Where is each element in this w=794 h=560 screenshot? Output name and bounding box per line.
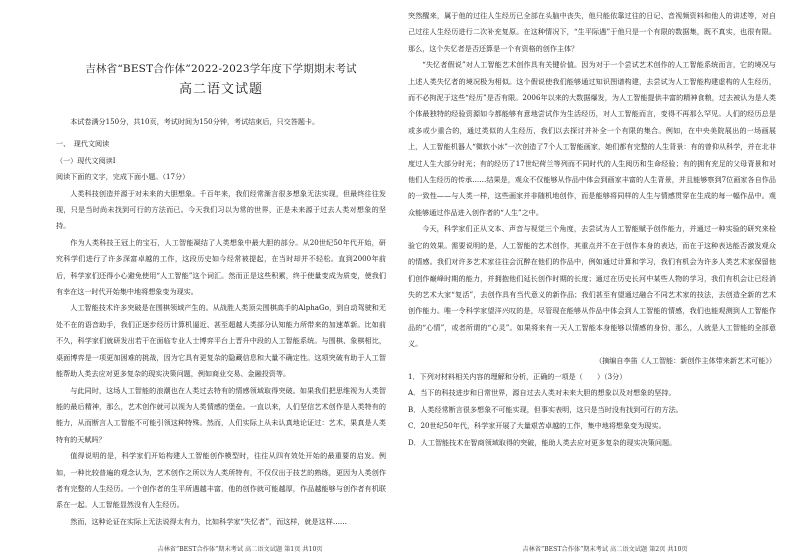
passage-source: （摘编自李笛《人工智能：新创作主体带来新艺术可能》）: [595, 355, 776, 365]
passage-paragraph-1: 人类科技创造并源于对未来的大胆想象。千百年来，我们经常渐言很多想象无法实现，但最终往往发现，只是当时尚未找到可行的方法而已。今天我们习以为常的世界，正是未来源于过去人类对想象的坚持。: [56, 188, 386, 231]
subsection-heading: （一）现代文阅读Ⅰ: [56, 155, 116, 165]
passage-paragraph-7: 突然醒来，属于他的过往人生经历已全部在头脑中丧失，他只能依靠过往的日记、音视频资料和他人的讲述等，对自己过往人生经历进行二次补充复原。在这种情况下，“生平际遇”于他只是一个有限的数据集，既不真实，也很有限。那么，这个失忆者是否还算是一个有资格的创作主体？: [408, 11, 776, 53]
right-page-footer: 吉林省“BEST合作体”期末考试 高二语文试题 第2页 共10页: [522, 546, 688, 553]
passage-paragraph-8: “失忆者假说”对人工智能艺术创作具有关键价值。因为对于一个尝试艺术创作的人工智能系统而言，它的境况与上述人类失忆者的境况极为相似。这个假说使我们能够通过知识图谱构建，去尝试为人工智能构建虚构的人生经历，而不必拘泥于这些“经历”是否有限。2006年以来的大数据爆发，为人工智能提供丰富的精神食粮，过去被认为是人类个体最独特的经验资源如今都能够有意地尝试作为生活经历，对人工智能而言，变得不再那么罕见。人们的经历总是或多或少重合的，通过类似的人生经历，我们以去探讨并补全一个有限的集合。例如，在中央美院展出的一场画展上，人工智能机器人“微软小冰”一次创造了7个人工智能画家，她们都有完整的人生背景：有的曾仰从科学，并在北非度过人生大部分时光；有的经历了17世纪荷兰等列而不同时代的人生阅历和生命经验；有的拥有充足的父母背景和对他们人生经历的传承……结果是，观众不仅能够从作品中体会到画家丰富的人生背景，并且能够察到7位画家各自作品的一致性——与人类一样，这些画家并非随机地创作，而是能够将同样的人生与情感贯穿在生成的每一幅作品中。观众能够通过作品进入创作者的“人生”之中。: [408, 60, 776, 217]
option-c: C．20世纪50年代，科学家开展了大量艰苦卓越的工作，集中地将想象变为现实。: [408, 421, 666, 431]
exam-notice: 本试卷满分150分，共10页，考试时间为150分钟，考试结束后，只交答题卡。: [70, 117, 320, 126]
question-1: 1．下列对材料相关内容的理解和分析，正确的一项是（ ）（3分）: [408, 371, 627, 381]
option-b: B．人类经常断言很多想象不可能实现，但事实表明，这只是当时没有找到可行的方法。: [408, 404, 683, 414]
right-page-body: [408, 8, 776, 451]
passage-paragraph-2: 作为人类科技王冠上的宝石，人工智能凝结了人类想象中最大胆的部分。从20世纪50年代开始，研究科学们进行了许多深富卓越的工作，这段历史如今经常被提起，在当时却并不轻松。直到2000年前后，科学家们还得小心避免使用“人工智能”这个词汇。然而正是这些积累，终于使量变成为质变，使我们有幸在这一时代开始集中地将想象变为现实。: [56, 237, 386, 297]
left-page-body: [56, 114, 386, 530]
passage-paragraph-9: 今天，科学家们正从文本、声音与视觉三个角度，去尝试为人工智能赋予创作能力，并通过一种实验的研究来检验它的效果。需要说明的是，人工智能的艺术创作，其重点并不在于创作本身的表达，而在于这种表达能否激发观众的情感。我们对许多艺术家往往会沉醉在他们的作品中，例如通过计算和学习，我们有机会为许多人类艺术家保留他们创作巅峰时期的能力，并拥抱他们延长创作时期的长度；通过在历史长河中某些人物的学习，我们有机会让已经消失的艺术大家“复活”，去创作具有当代意义的新作品；我们甚至有望通过融合不同艺术家的技法，去创造全新的艺术创作能力。唯一令科学家望洋兴叹的是，尽管现在能够从作品中体会到人工智能的情感，我们也能观测到人工智能作品的“心情”，或者所谓的“心灵”。如果将来有一天人工智能本身能够以情感的身份，那么，人就是人工智能的全部意义。: [408, 224, 776, 349]
option-d: D．人工智能技术在智商领域取得的突破，能助人类去应对更多复杂的现实决策问题。: [408, 437, 677, 447]
left-page-footer: 吉林省“BEST合作体”期末考试 高二语文试题 第1页 共10页: [157, 546, 323, 553]
reading-instruction: 阅读下面的文字，完成下面小题。（17分）: [56, 172, 190, 182]
exam-title: 吉林省“BEST合作体”2022-2023学年度下学期期末考试: [85, 63, 357, 75]
passage-paragraph-5: 值得说明的是，科学家们开始构建人工智能创作模型时，往往从四有效处开始的最重要的启发。例如，一种比较普遍的观念认为，艺术创作之所以为人类所特有，不仅仅出于技艺的熟练，更因为人类创作者有完整的人生经历。一个创作者的生平所遇越丰富，他的创作就可能越厚，作品越能够与创作者有机联系在一起。人工智能显然没有人生经历。: [56, 451, 386, 510]
option-a: A．当下的科技进步和日常世界，源自过去人类对未来大胆的想象以及对想象的坚持。: [408, 388, 676, 398]
exam-subtitle: 高二语文试题: [178, 82, 263, 97]
passage-paragraph-6: 然而，这种论证在实际上无法说得太有力，比如科学家“失忆者”，而这样，就是这样……: [70, 516, 348, 526]
section-heading: 一、 现代文阅读: [56, 139, 110, 149]
passage-paragraph-3: 人工智能技术许多突破是在围棋领域产生的。从战胜人类顶尖围棋高手的AlphaGo，到自动驾驶和无处不在的语音助手，我们正逐步经历计算机逼近、甚至超越人类部分认知能力所带来的加速革新。比如前不久，科学家们就研发出若干在面临专业人士博弈平台上晋升中段的人工智能系统。与围棋、象棋相比，桌面博弈是一项更加困难的挑战，因为它具有更复杂的隐藏信息和大量不确定性。这项突破有助于人工智能帮助人类去应对更多复杂的现实决策问题，例如商业交易、金融投资等。: [56, 303, 386, 379]
passage-paragraph-4: 与此同时，这场人工智能的浪潮也在人类过去特有的情感领域取得突破。如果我们把思维视为人类智能的最后精神，那么，艺术创作就可以视为人类情感的堡垒。一直以来，人们坚信艺术创作是人类特有的能力，从而断言人工智能不可能引领这种特殊。然而，人们实际上从未认真地论证过：艺术，果真是人类特有的天赋吗？: [56, 385, 386, 444]
